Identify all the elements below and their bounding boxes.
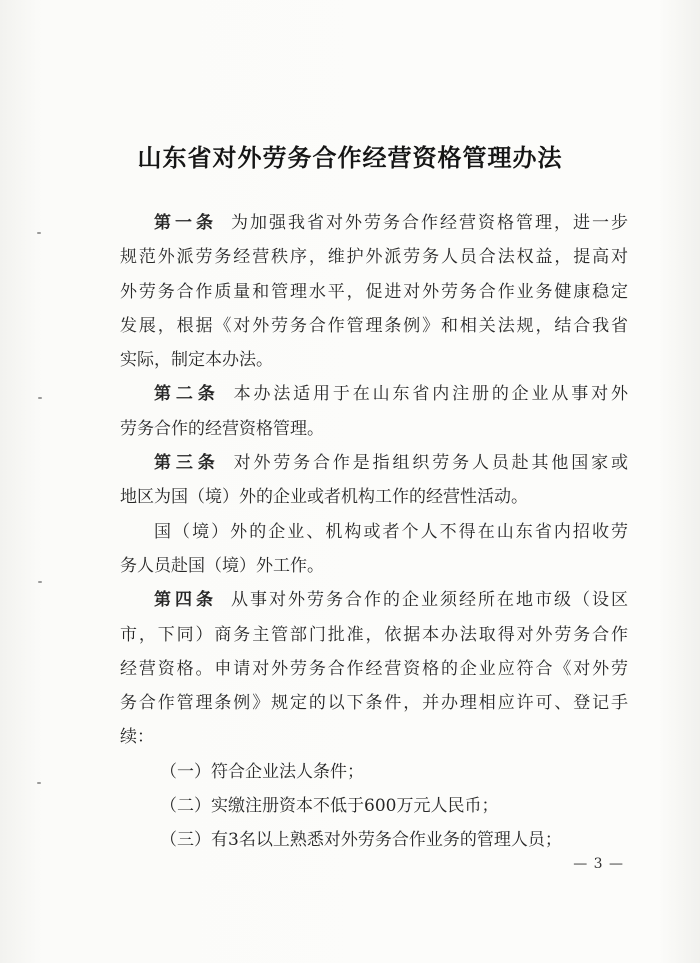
scan-speck: [37, 232, 41, 234]
article-text: 从事对外劳务合作的企业须经所在地市级（设区: [231, 590, 628, 611]
article-text: 规范外派劳务经营秩序，维护外派劳务人员合法权益，提高对: [120, 247, 628, 268]
article-label: 第一条: [154, 213, 217, 233]
list-item: （一）符合企业法人条件；: [160, 761, 364, 782]
article-text: 市，下同）商务主管部门批准，依据本办法取得对外劳务合作: [120, 624, 628, 645]
article-label: 第四条: [154, 590, 217, 611]
article-text: 经营资格。申请对外劳务合作经营资格的企业应符合《对外劳: [120, 658, 628, 679]
article-text: 地区为国（境）外的企业或者机构工作的经营性活动。: [120, 487, 528, 508]
article-4: [120, 583, 628, 754]
scan-speck: [38, 397, 42, 399]
article-1: [120, 206, 628, 377]
page-number: — 3 —: [573, 856, 624, 872]
document-body: [120, 206, 628, 858]
list-item: （三）有3名以上熟悉对外劳务合作业务的管理人员；: [160, 830, 562, 851]
article-text: 劳务合作的经营资格管理。: [120, 418, 324, 439]
scan-speck: [37, 782, 41, 784]
article-label: 第二条: [154, 384, 220, 405]
article-label: 第三条: [154, 453, 220, 474]
article-3: [120, 446, 628, 515]
article-text: 务合作管理条例》规定的以下条件，并办理相应许可、登记手: [120, 693, 628, 714]
article-text: 为加强我省对外劳务合作经营资格管理，进一步: [231, 213, 628, 233]
scan-speck: [38, 581, 42, 583]
paragraph-text: 国（境）外的企业、机构或者个人不得在山东省内招收劳: [154, 521, 628, 542]
paragraph: [120, 515, 628, 584]
article-text: 外劳务合作质量和管理水平，促进对外劳务合作业务健康稳定: [120, 281, 628, 302]
article-text: 实际，制定本办法。: [120, 350, 273, 371]
paragraph-text: 务人员赴国（境）外工作。: [120, 555, 324, 576]
condition-list: [120, 755, 628, 858]
document-title: 山东省对外劳务合作经营资格管理办法: [137, 143, 563, 172]
article-2: [120, 377, 628, 446]
article-text: 发展，根据《对外劳务合作管理条例》和相关法规，结合我省: [120, 315, 628, 336]
article-text: 续：: [120, 727, 154, 748]
article-text: 本办法适用于在山东省内注册的企业从事对外: [233, 384, 628, 405]
list-item: （二）实缴注册资本不低于600万元人民币；: [160, 796, 499, 817]
article-text: 对外劳务合作是指组织劳务人员赴其他国家或: [233, 453, 628, 474]
